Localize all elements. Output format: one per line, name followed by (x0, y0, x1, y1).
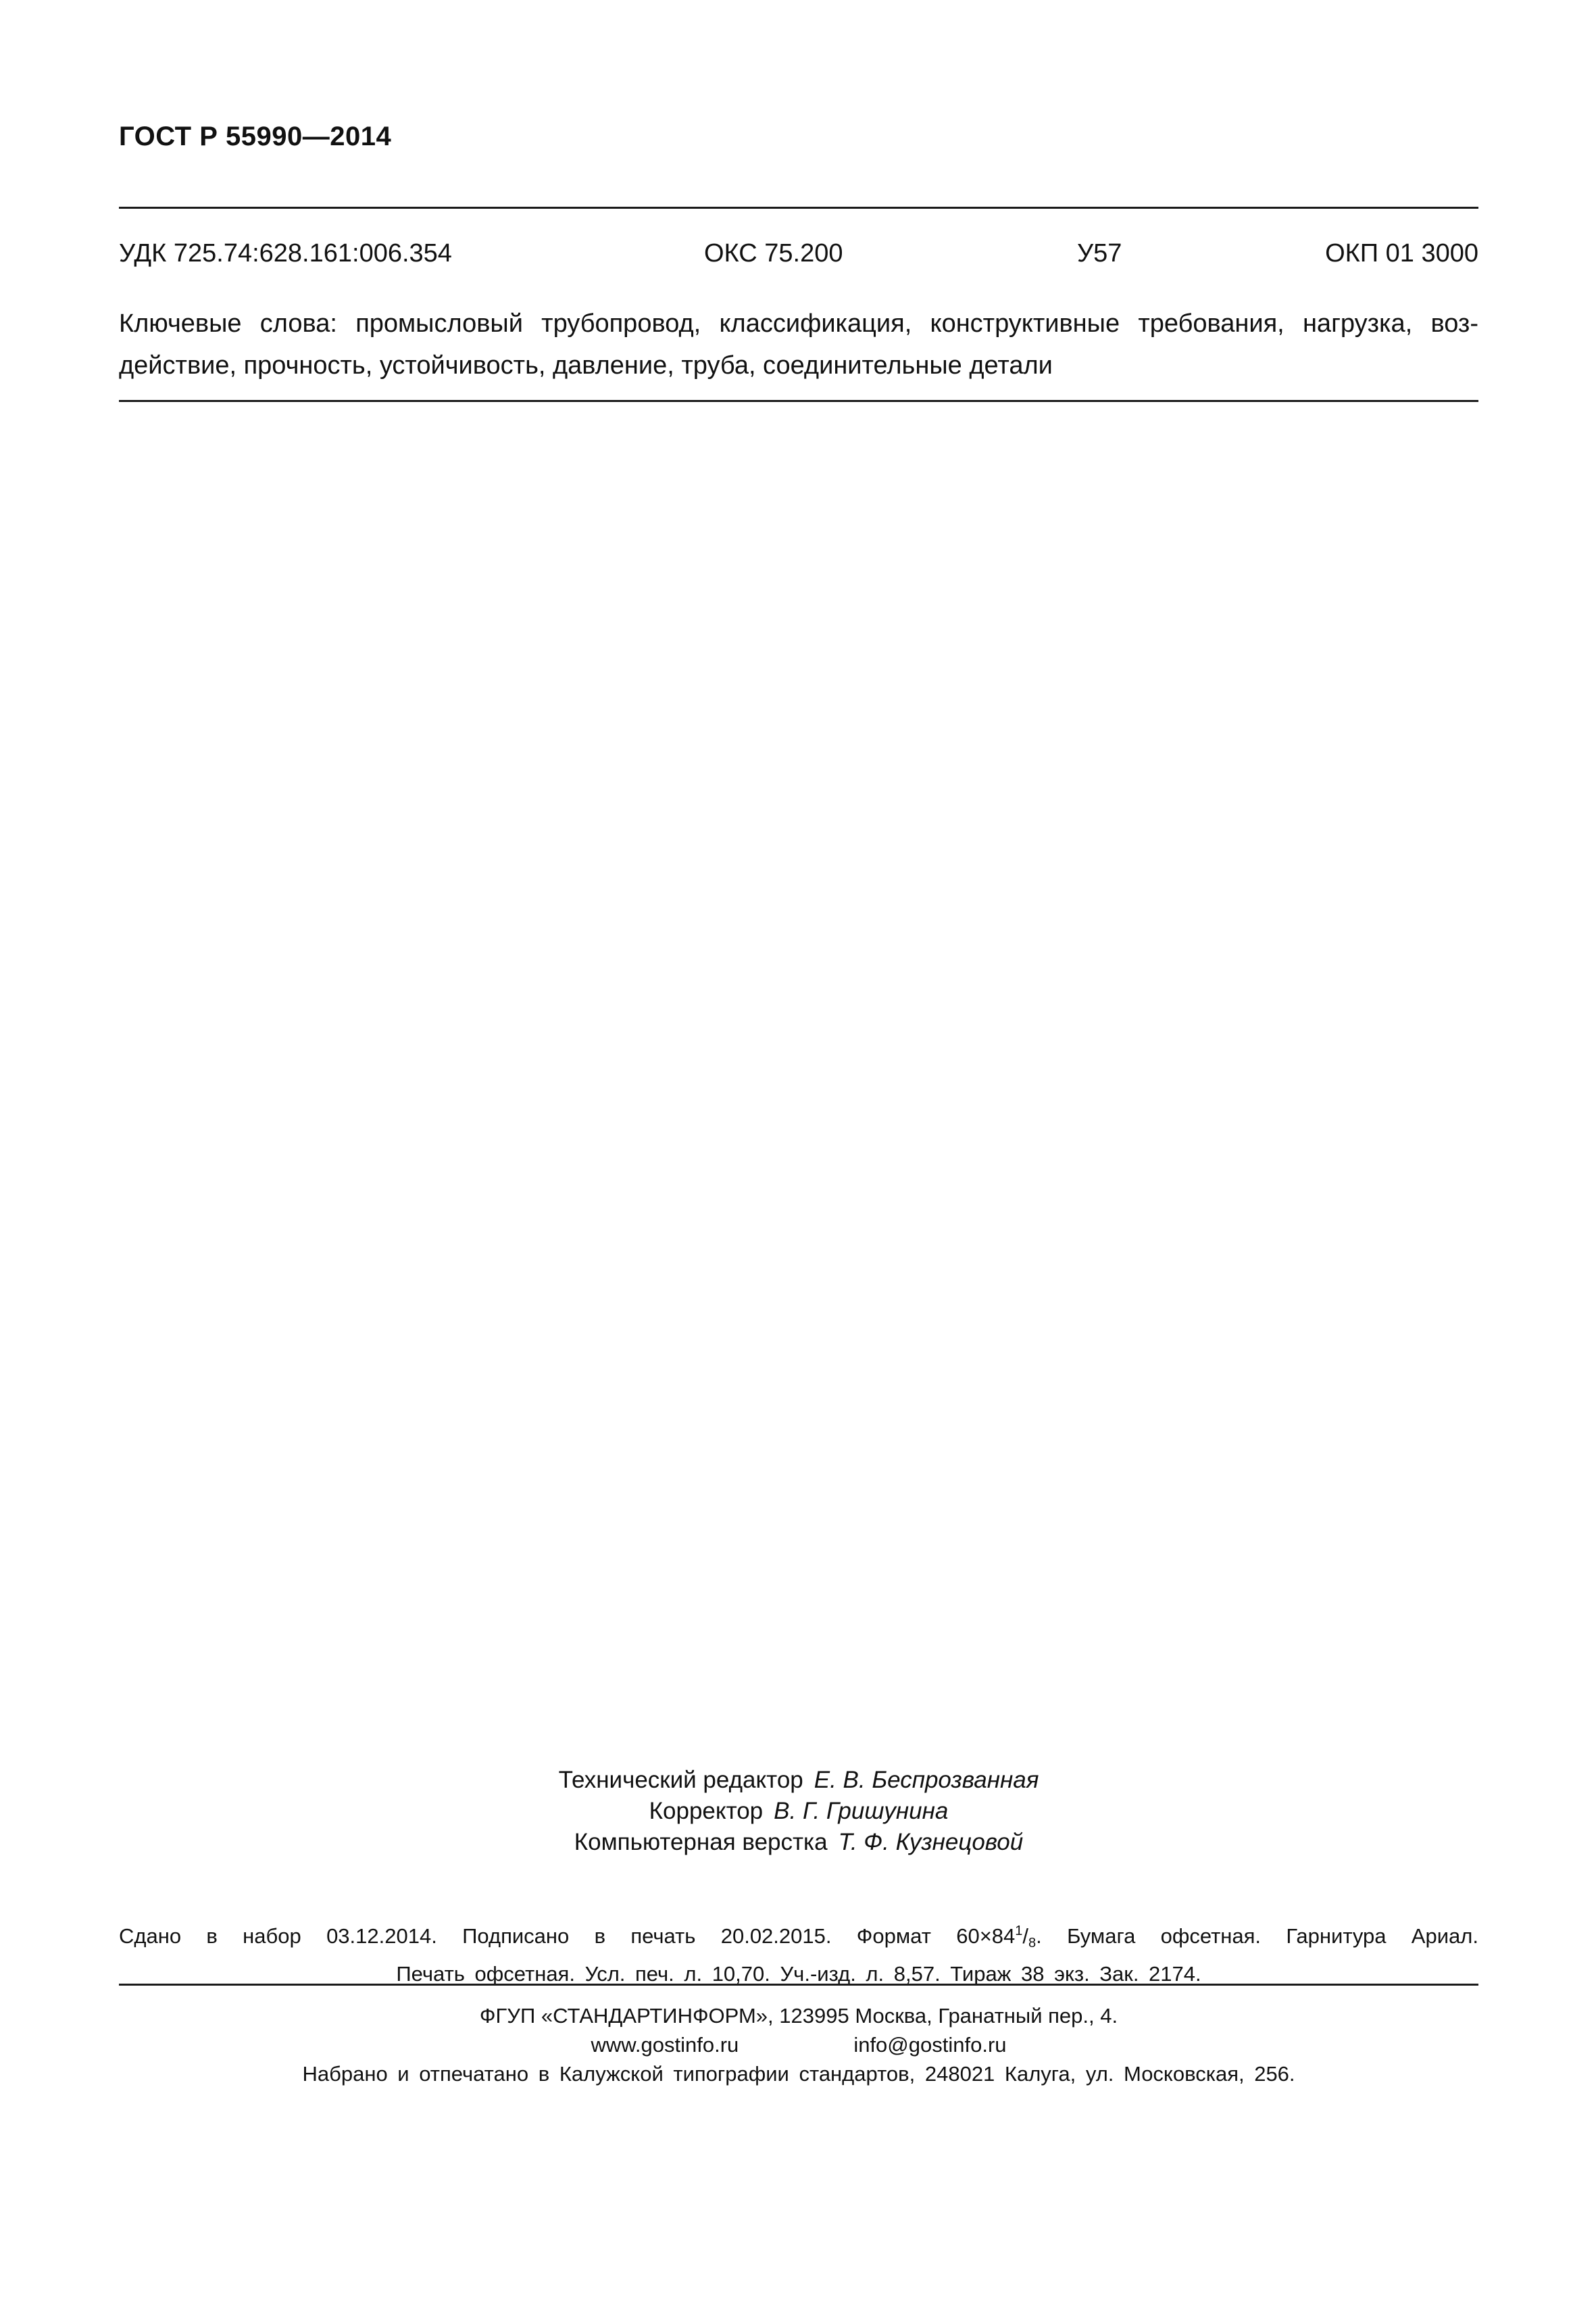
publisher-address: ФГУП «СТАНДАРТИНФОРМ», 123995 Москва, Гранатный пер., 4. (479, 2004, 1118, 2028)
keywords-line-1: Ключевые слова: промысловый трубопровод, классификация, конструктивные требования, нагрузка, воз- (119, 309, 1478, 338)
format-fraction (1015, 1923, 1037, 1951)
publisher-contacts (119, 2030, 1478, 2059)
standard-number: ГОСТ Р 55990—2014 (119, 122, 392, 151)
corrector-name: В. Г. Гришунина (774, 1798, 949, 1824)
layout-name: Т. Ф. Кузнецовой (838, 1829, 1024, 1855)
publisher-block (119, 2001, 1478, 2088)
publisher-divider (119, 1984, 1478, 1986)
format-numerator: 1 (1015, 1923, 1023, 1938)
print-info-line-1 (119, 1916, 1478, 1959)
print-info-line-2: Печать офсетная. Усл. печ. л. 10,70. Уч.-изд. л. 8,57. Тираж 38 экз. Зак. 2174. (396, 1962, 1201, 1986)
oks-code: ОКС 75.200 (704, 239, 843, 268)
corrector-label: Корректор (649, 1798, 764, 1824)
corrector-line (119, 1796, 1478, 1827)
layout-label: Компьютерная верстка (574, 1829, 828, 1855)
email-link[interactable]: info@gostinfo.ru (853, 2033, 1007, 2057)
format-slash: / (1022, 1924, 1029, 1948)
tech-editor-name: Е. В. Беспрозванная (814, 1767, 1039, 1793)
tech-editor-line (119, 1765, 1478, 1796)
website-link[interactable]: www.gostinfo.ru (591, 2033, 739, 2057)
format-denominator: 8 (1028, 1936, 1037, 1951)
print-info-text-a: Сдано в набор 03.12.2014. Подписано в печать 20.02.2015. Формат 60×84 (119, 1924, 1016, 1948)
u-code: У57 (1077, 239, 1122, 268)
okp-code: ОКП 01 3000 (1325, 239, 1478, 268)
udk-code: УДК 725.74:628.161:006.354 (119, 239, 452, 268)
top-divider (119, 207, 1478, 209)
printing-house-line: Набрано и отпечатано в Калужской типографии стандартов, 248021 Калуга, ул. Московская, 256. (302, 2062, 1295, 2086)
keywords-divider (119, 400, 1478, 402)
print-info-block (119, 1916, 1478, 1989)
tech-editor-label: Технический редактор (558, 1767, 803, 1793)
keywords-line-2: действие, прочность, устойчивость, давление, труба, соединительные детали (119, 351, 1053, 380)
credits-block (119, 1765, 1478, 1858)
keywords-block (119, 303, 1478, 386)
layout-line (119, 1827, 1478, 1858)
classification-codes (119, 239, 1478, 273)
print-info-text-b: . Бумага офсетная. Гарнитура Ариал. (1036, 1924, 1478, 1948)
